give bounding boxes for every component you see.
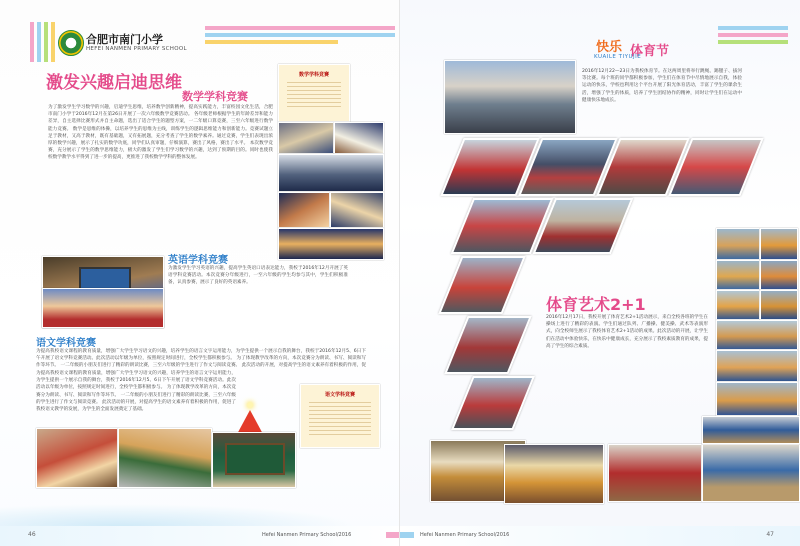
english-text: 为激发学生学习英语的兴趣，提高学生英语口语表达能力，我校于2016年12月开展了英语学科竞赛活动。本次竞赛分年级进行，一至六年级的学生均参与其中，学生们积极准备，认真参赛，展示了良好的英语素养。 xyxy=(168,266,348,286)
art-photo-side-2 xyxy=(760,228,798,260)
sport-title: 快乐 xyxy=(596,40,623,55)
right-page xyxy=(400,0,800,546)
gym-photo-4 xyxy=(702,444,800,502)
art-photo-side-6 xyxy=(760,290,798,320)
chinese-certificate xyxy=(300,384,380,448)
certificate-title-2: 语文学科竞赛 xyxy=(324,392,355,398)
chinese-text-intro: 为提高我校语文课程的教育质量，增强广大学生学习语文的兴趣，培养学生的语言文字运用能力，为学生提供一个展示自我的舞台，我校于2016年12月5、6日下午开展了语文学科竞赛活动。此次活动以年级为单位，按照规定时间进行，全校学生都积极参与。 为了体现教学改革的方向，本次竞赛分为朗读、书写、阅读和写作等环节。 一二年级的小朋友们进行了精彩的朗读比赛，三至六年级的学生进行了作文与阅读竞赛。 此次活动的开展，对提高学生的语文素养有着积极的作用，促 xyxy=(36,349,366,368)
sport-title-2: 体育节 xyxy=(630,44,670,59)
math-text: 为了激发学生学习数学的兴趣，启迪学生思维，培养数学创新精神，提高实践能力，丰富校园文化生活，合肥市南门小学于2016年12月在第26日开展了一次六年级数学竞赛活动。 各年级老师根据学生的年龄差异和能力差异，自主选择比赛形式并自主命题，选出了适合学生的题型方案，一二年级口算竞赛，三至六年级进行数学能力竞赛。 数学是思维的体操，以培养学生的思维为主线，训练学生的逻辑思维能力和创新能力。竞赛试题立足于教材，又高于教材，既有基础题，又有拓展题，充分考查了学生的数学素养。通过竞赛，学生们表现出浓厚的数学兴趣，展示了扎实的数学功底，同学们认真审题，仔细演算，赛出了风格，赛出了水平。 本次数学竞赛，充分展示了学生的数学思维能力，极大的激发了学生们学习数学的兴趣，达到了预期的目的。同时也使我校数学教学水平得到了进一步的提高，更推进了我校数学学科的整体发展。 xyxy=(48,105,273,161)
footer-color-block-left xyxy=(386,532,400,538)
sport-text: 2016年12月22—23日为我校体育节。在这两周里将举行跳绳、踢毽子、拔河等比赛。每个班的同学都积极参加，学生们在体育节中尽情地展示自我，体验运动的快乐，学校也利用这个平台开展了阳光体育活动，丰富了学生的课余生活，增强了学生的体质，培养了学生团结协作的精神，同时让学生们在运动中健康快乐地成长。 xyxy=(582,69,742,103)
chinese-photo-2 xyxy=(118,428,212,488)
footer-right: Hefei Nanmen Primary School/2016 xyxy=(420,532,510,538)
math-certificate xyxy=(278,64,350,122)
header-stripes xyxy=(30,22,58,62)
chinese-photo-1 xyxy=(36,428,118,488)
art-photo-side-8 xyxy=(716,350,798,382)
left-wave-decor xyxy=(0,500,400,526)
sport-title-en: KUAILE TIYUJIE xyxy=(594,54,642,60)
art-title: 体育艺术2+1 xyxy=(546,295,646,314)
certificate-title: 数学学科竞赛 xyxy=(298,72,329,78)
school-name-en: HEFEI NANMEN PRIMARY SCHOOL xyxy=(86,46,187,52)
math-photo-4 xyxy=(278,192,330,228)
main-title: 激发兴趣启迪思维 xyxy=(46,73,182,93)
school-logo xyxy=(58,30,84,56)
art-photo-2 xyxy=(444,316,531,374)
sport-photo-1 xyxy=(444,60,576,134)
math-section-title: 数学学科竞赛 xyxy=(182,90,248,103)
art-photo-side-4 xyxy=(760,260,798,290)
art-photo-side-7 xyxy=(716,320,798,350)
footer-left: Hefei Nanmen Primary School/2016 xyxy=(262,532,352,538)
math-photo-1 xyxy=(278,122,334,154)
page-number-right: 47 xyxy=(766,531,774,538)
decor-star xyxy=(247,402,253,408)
math-photo-2 xyxy=(334,122,384,154)
art-photo-3 xyxy=(451,376,535,430)
math-photo-3 xyxy=(278,154,384,192)
art-photo-side-9 xyxy=(716,382,798,416)
math-photo-6 xyxy=(278,228,384,260)
gym-photo-3 xyxy=(608,444,702,502)
chinese-section-title: 语文学科竞赛 xyxy=(36,338,96,349)
math-photo-5 xyxy=(330,192,384,228)
art-text: 2016年12月17日，我校开展了体育艺术2+1活动展示，来自全校各班的学生在操场上进行了精彩的表演。学生们通过队列、广播操、健美操、武术等表演形式，向全校师生展示了我校体育艺术2+1活动的成果。此次活动的开展，让学生们在活动中体验快乐，在快乐中健康成长，充分展示了我校素质教育的成果，提高了学生的综合素质。 xyxy=(546,315,708,349)
page-number-left: 46 xyxy=(28,531,36,538)
header-color-bar xyxy=(205,26,395,56)
art-photo-side-5 xyxy=(716,290,760,320)
art-photo-side-3 xyxy=(716,260,760,290)
english-photo-2 xyxy=(42,288,164,328)
gym-photo-2 xyxy=(504,444,604,504)
art-photo-1 xyxy=(438,256,525,314)
art-photo-side-1 xyxy=(716,228,760,260)
chinese-photo-3 xyxy=(212,432,296,488)
english-section-title: 英语学科竞赛 xyxy=(168,255,228,266)
school-name: 合肥市南门小学 xyxy=(86,33,163,46)
header-stripes-right xyxy=(718,26,788,48)
gym-photo-5 xyxy=(702,416,800,444)
footer-color-block-right xyxy=(400,532,414,538)
chinese-text: 为提高我校语文课程的教育质量，增强广大学生学习语文的兴趣，培养学生的语言文字运用能力，为学生提供一个展示自我的舞台，我校于2016年12月5、6日下午开展了语文学科竞赛活动。此次活动以年级为单位，按照规定时间进行，全校学生都积极参与。 为了体现教学改革的方向，本次竞赛分为朗读、书写、阅读和写作等环节。 一二年级的小朋友们进行了精彩的朗读比赛，三至六年级的学生进行了作文与阅读竞赛。 此次活动的开展，对提高学生的语文素养有着积极的作用，促进了我校语文教学的发展，为学生的全面发展奠定了基础。 xyxy=(36,371,236,413)
